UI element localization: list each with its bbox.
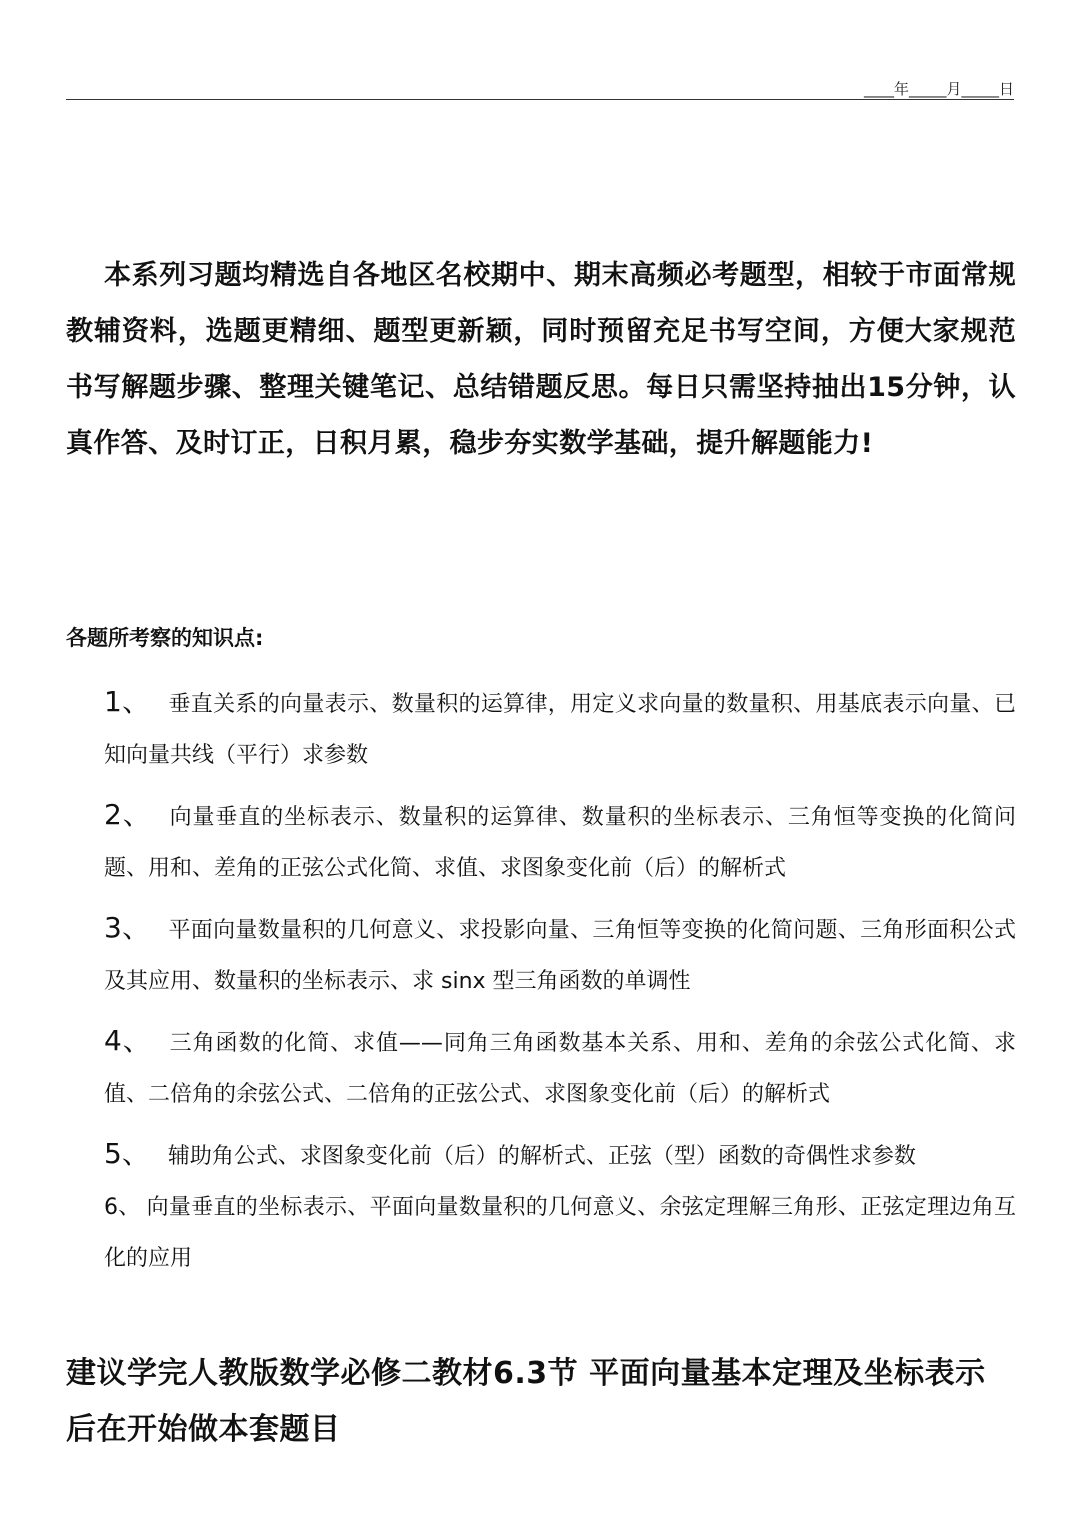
item-text: 垂直关系的向量表示、数量积的运算律，用定义求向量的数量积、用基底表示向量、已知向量共线（平行）求参数 (104, 692, 1016, 768)
knowledge-points-list (104, 676, 1016, 1292)
item-text: 向量垂直的坐标表示、数量积的运算律、数量积的坐标表示、三角恒等变换的化简问题、用和、差角的正弦公式化简、求值、求图象变化前（后）的解析式 (104, 805, 1016, 881)
item-text: 平面向量数量积的几何意义、求投影向量、三角恒等变换的化简问题、三角形面积公式及其应用、数量积的坐标表示、求 sinx 型三角函数的单调性 (104, 918, 1016, 994)
item-number: 4、 (104, 1024, 152, 1057)
intro-paragraph: 本系列习题均精选自各地区名校期中、期末高频必考题型，相较于市面常规教辅资料，选题更精细、题型更新颖，同时预留充足书写空间，方便大家规范书写解题步骤、整理关键笔记、总结错题反思。每日只需坚持抽出15分钟，认真作答、及时订正，日积月累，稳步夯实数学基础，提升解题能力! (66, 260, 1016, 459)
item-number: 6、 (104, 1195, 141, 1220)
knowledge-point-item (104, 789, 1016, 894)
knowledge-point-item (104, 676, 1016, 781)
item-text: 三角函数的化简、求值——同角三角函数基本关系、用和、差角的余弦公式化简、求值、二倍角的余弦公式、二倍角的正弦公式、求图象变化前（后）的解析式 (104, 1031, 1016, 1107)
item-number: 5、 (104, 1137, 150, 1170)
study-suggestion: 建议学完人教版数学必修二教材6.3节 平面向量基本定理及坐标表示后在开始做本套题目 (66, 1356, 986, 1447)
item-text: 辅助角公式、求图象变化前（后）的解析式、正弦（型）函数的奇偶性求参数 (167, 1144, 916, 1169)
item-number: 1、 (104, 685, 151, 718)
knowledge-point-item (104, 1182, 1016, 1284)
knowledge-point-item (104, 1015, 1016, 1120)
item-number: 3、 (104, 911, 151, 944)
header-divider (66, 99, 1014, 100)
item-text: 向量垂直的坐标表示、平面向量数量积的几何意义、余弦定理解三角形、正弦定理边角互化的应用 (104, 1195, 1016, 1271)
date-line: ____年_____月_____日 (863, 80, 1014, 98)
knowledge-point-item (104, 902, 1016, 1007)
knowledge-point-item (104, 1128, 1016, 1182)
item-number: 2、 (104, 798, 152, 831)
knowledge-points-title: 各题所考察的知识点: (66, 626, 264, 650)
